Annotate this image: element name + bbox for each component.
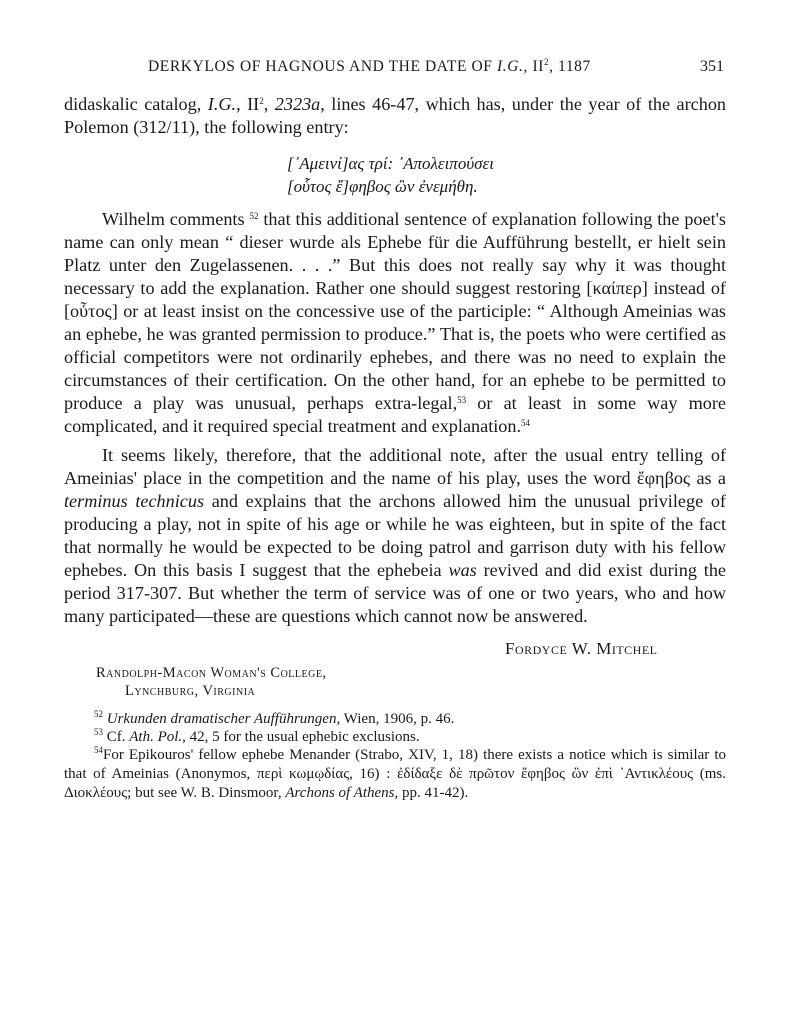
greek-line-1: [᾽Αμεινί]ας τρί: ᾽Απολειπούσει <box>287 154 494 173</box>
running-title-text-2: , II <box>523 58 544 75</box>
intro-ref: 2323a <box>274 94 321 114</box>
paragraph-2 <box>64 444 726 628</box>
intro-text-3: , <box>263 94 275 114</box>
footnote-54-text: For Epikouros' fellow ephebe Menander (Strabo, XIV, 1, 18) there exists a notice which is similar to that of Ameinias (Anonymos, περὶ κωμῳδίας, 16) : ἐδίδαξε δὲ πρῶτον ἔφηβος ὢν ἐπὶ ᾽Αντικλέους (ms. Διοκλέους; but see W. B. Dinsmoor, <box>64 747 726 801</box>
footnote-54-title: Archons of Athens <box>285 785 395 801</box>
paragraph-1 <box>64 208 726 438</box>
footnote-53-text-2: , 42, 5 for the usual ephebic exclusions. <box>182 729 420 745</box>
para2-was: was <box>448 560 477 580</box>
footnote-53 <box>64 728 726 747</box>
author-signature: Fordyce W. Mitchel <box>505 639 658 658</box>
footnote-54-number: 54 <box>94 745 103 755</box>
running-title-text: DERKYLOS OF HAGNOUS AND THE DATE OF <box>148 58 497 75</box>
page-number: 351 <box>700 58 724 75</box>
running-title-text-3: , 1187 <box>549 58 591 75</box>
greek-line-2: [οὗτος ἔ]φηβος ὢν ἐνεμήθη. <box>287 177 478 196</box>
intro-paragraph <box>64 93 726 139</box>
footnote-52-text: , Wien, 1906, p. 46. <box>336 711 455 727</box>
intro-text-2: , II <box>236 94 260 114</box>
footnote-53-text: Cf. <box>103 729 130 745</box>
footnote-52-number: 52 <box>94 709 103 719</box>
footnote-54 <box>64 746 726 803</box>
footnote-53-title: Ath. Pol. <box>129 729 183 745</box>
para1-text-2: that this additional sentence of explanation following the poet's name can only mean “ dieser wurde als Ephebe für die Aufführung bestellt, er hielt sein Platz unter den Zugelassenen. . . .” But this does not really say why it was thought necessary to add the explanation. Rather one should suggest restoring [καίπερ] instead of [οὗτος] or at least insist on the concessive use of the participle: “ Although Ameinias was an ephebe, he was granted permission to produce.” That is, the poets who were certified as official competitors were not ordinarily ephebes, and there was no need to explain the circumstances of their certification. On the other hand, for an ephebe to be permitted to produce a play was unusual, perhaps extra-legal, <box>64 209 727 413</box>
intro-sup: 2 <box>259 96 264 106</box>
affiliation-line-2: Lynchburg, Virginia <box>125 683 256 699</box>
para2-text-3: revived and did exist during the period 317-307. But whether the term of service was of one or two years, who and how many participated—these are questions which cannot now be answered. <box>64 560 726 626</box>
para1-text-3: or at least in some way more complicated, and it required special treatment and explanation. <box>64 393 726 436</box>
footnote-52-title: Urkunden dramatischer Aufführungen <box>106 711 337 727</box>
intro-text: didaskalic catalog, <box>64 94 208 114</box>
para2-term: terminus technicus <box>64 491 205 511</box>
running-title <box>148 58 591 76</box>
footnote-ref-52[interactable]: 52 <box>249 211 259 221</box>
footnote-54-text-2: , pp. 41-42). <box>394 785 469 801</box>
running-title-ig: I.G. <box>496 58 524 75</box>
affiliation-line-1: Randolph-Macon Woman's College, <box>96 665 327 681</box>
footnote-ref-54[interactable]: 54 <box>521 418 531 428</box>
intro-ig: I.G. <box>207 94 237 114</box>
footnote-52 <box>64 710 726 729</box>
greek-inscription <box>287 152 494 198</box>
para2-text: It seems likely, therefore, that the additional note, after the usual entry telling of Ameinias' place in the competition and the name of his play, uses the word ἔφηβος as a <box>64 445 726 488</box>
intro-text-4: , lines 46-47, which has, under the year of the archon Polemon (312/11), the following entry: <box>64 94 727 137</box>
running-header <box>0 58 790 82</box>
footnote-ref-53[interactable]: 53 <box>457 395 467 405</box>
para1-text: Wilhelm comments <box>102 209 250 229</box>
footnote-53-number: 53 <box>94 727 103 737</box>
para2-text-2: and explains that the archons allowed him the unusual privilege of producing a play, not in spite of his age or while he was eighteen, but in spite of the fact that normally he would be expected to be doing patrol and garrison duty with his fellow ephebes. On this basis I suggest that the ephebeia <box>64 491 726 580</box>
running-title-sup: 2 <box>543 57 550 67</box>
